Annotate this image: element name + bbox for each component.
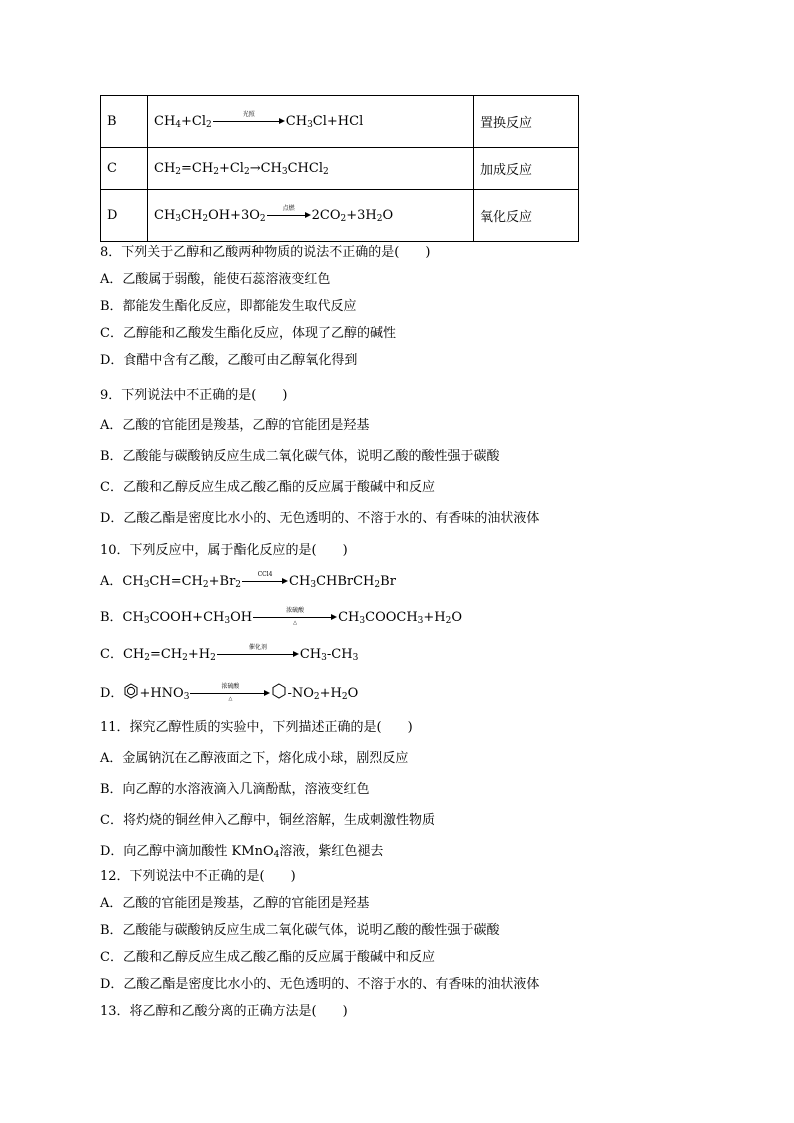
option-d <box>100 844 383 860</box>
eq-text: -CH <box>326 647 353 662</box>
eq-text: Br <box>380 574 396 589</box>
arrow-condition: 光照 <box>242 110 255 118</box>
eq-text: CH <box>289 574 311 589</box>
arrow-heat: △ <box>228 695 233 702</box>
eq-text: CH <box>299 647 322 662</box>
row-reaction-type: 置换反应 <box>474 96 579 148</box>
eq-sub: 3 <box>281 167 288 177</box>
row-label: C <box>101 148 148 190</box>
eq-text: CH <box>285 114 308 129</box>
reaction-arrow <box>213 110 285 129</box>
eq-text: =CH <box>181 161 214 176</box>
eq-text: Cl+HCl <box>312 114 364 129</box>
question-stem: 13．将乙醇和乙酸分离的正确方法是( ) <box>100 1004 348 1019</box>
row-reaction-type: 加成反应 <box>474 148 579 190</box>
option-c: C．将灼烧的铜丝伸入乙醇中，铜丝溶解，生成刺激性物质 <box>100 813 435 828</box>
arrow-condition: CCl4 <box>257 570 273 578</box>
row-equation <box>148 148 474 190</box>
eq-text: O <box>382 208 394 223</box>
eq-sub: 3 <box>175 214 182 224</box>
eq-sub: 2 <box>210 653 216 663</box>
eq-sub: 3 <box>310 580 317 590</box>
eq-text: CH <box>154 161 176 176</box>
eq-sub: 2 <box>313 692 320 702</box>
question-stem: 9．下列说法中不正确的是( ) <box>100 388 288 403</box>
eq-sub: 2 <box>213 167 219 177</box>
eq-sub: 2 <box>259 214 266 224</box>
arrow-condition: 浓硫酸 <box>221 682 240 690</box>
eq-sub: 3 <box>321 653 327 663</box>
eq-text: +3H <box>346 208 377 223</box>
eq-text: CHBrCH <box>316 574 375 589</box>
eq-text: +Br <box>208 574 236 589</box>
eq-text: +HNO <box>139 686 184 701</box>
reaction-arrow <box>267 204 311 223</box>
eq-text: -NO <box>287 686 314 701</box>
row-label: D <box>101 190 148 242</box>
eq-sub: 2 <box>243 167 250 177</box>
eq-sub: 2 <box>202 214 209 224</box>
eq-text: CH <box>181 208 203 223</box>
reaction-arrow <box>190 682 270 702</box>
eq-text: CH <box>338 610 360 625</box>
reaction-arrow <box>253 606 337 626</box>
option-c: C．乙酸和乙醇反应生成乙酸乙酯的反应属于酸碱中和反应 <box>100 950 435 965</box>
eq-text: COOH+CH <box>149 610 225 625</box>
eq-sub: 2 <box>206 120 212 130</box>
eq-text: CH <box>154 208 176 223</box>
option-a: A．金属钠沉在乙醇液面之下，熔化成小球，剧烈反应 <box>100 751 409 766</box>
eq-text: 2CO <box>311 208 341 223</box>
benzene-ring-icon <box>271 683 287 704</box>
option-text: D．向乙醇中滴加酸性 KMnO <box>100 844 274 859</box>
question-stem: 10．下列反应中，属于酯化反应的是( ) <box>100 543 348 558</box>
eq-sub: 2 <box>374 580 381 590</box>
option-d <box>100 683 358 704</box>
option-b <box>100 606 463 626</box>
row-label: B <box>101 96 148 148</box>
eq-sub: 2 <box>235 580 242 590</box>
option-a <box>100 570 396 590</box>
eq-text: D． <box>100 686 124 701</box>
eq-text: =CH <box>149 647 183 662</box>
eq-text: C．CH <box>100 647 145 662</box>
eq-sub: 2 <box>445 616 452 626</box>
table-row <box>101 148 579 190</box>
option-d: D．乙酸乙酯是密度比水小的、无色透明的、不溶于水的、有香味的油状液体 <box>100 977 540 992</box>
eq-text: CH <box>154 114 176 129</box>
question-stem: 11．探究乙醇性质的实验中，下列描述正确的是( ) <box>100 720 413 735</box>
row-reaction-type: 氧化反应 <box>474 190 579 242</box>
eq-text: +Cl <box>181 114 207 129</box>
row-equation <box>148 96 474 148</box>
eq-sub: 3 <box>143 616 150 626</box>
eq-text: A．CH <box>100 574 144 589</box>
eq-text: +H <box>319 686 342 701</box>
eq-text: B．CH <box>100 610 144 625</box>
reaction-arrow <box>242 570 288 589</box>
eq-sub: 2 <box>144 653 150 663</box>
arrow-condition: 浓硫酸 <box>286 606 305 614</box>
arrow-condition: 点燃 <box>282 204 295 212</box>
reaction-arrow <box>217 643 299 662</box>
option-a: A．乙酸的官能团是羧基，乙醇的官能团是羟基 <box>100 418 370 433</box>
arrow-condition: 催化剂 <box>248 643 267 651</box>
eq-sub: 3 <box>224 616 231 626</box>
eq-sub: 2 <box>340 214 347 224</box>
eq-text: +H <box>187 647 211 662</box>
eq-sub: 3 <box>143 580 150 590</box>
option-d: D．乙酸乙酯是密度比水小的、无色透明的、不溶于水的、有香味的油状液体 <box>100 511 540 526</box>
eq-text: →CH <box>249 161 282 176</box>
eq-text: CH=CH <box>149 574 203 589</box>
option-text: 溶液，紫红色褪去 <box>279 844 384 859</box>
option-d: D．食醋中含有乙酸，乙酸可由乙醇氧化得到 <box>100 353 358 368</box>
eq-sub: 3 <box>183 692 190 702</box>
eq-text: COOCH <box>365 610 418 625</box>
eq-sub: 3 <box>352 653 359 663</box>
eq-sub: 3 <box>417 616 424 626</box>
option-c: C．乙醇能和乙酸发生酯化反应，体现了乙醇的碱性 <box>100 326 396 341</box>
option-b: B．乙酸能与碳酸钠反应生成二氧化碳气体，说明乙酸的酸性强于碳酸 <box>100 449 500 464</box>
option-c <box>100 643 359 663</box>
table-row <box>101 96 579 148</box>
question-stem: 8．下列关于乙醇和乙酸两种物质的说法不正确的是( ) <box>100 245 431 260</box>
eq-sub: 2 <box>323 167 329 177</box>
eq-sub: 2 <box>376 214 383 224</box>
option-a: A．乙酸的官能团是羧基，乙醇的官能团是羟基 <box>100 896 370 911</box>
option-b: B．向乙醇的水溶液滴入几滴酚酞，溶液变红色 <box>100 782 370 797</box>
table-row <box>101 190 579 242</box>
row-equation <box>148 190 474 242</box>
eq-text: O <box>347 686 359 701</box>
eq-sub: 2 <box>341 692 348 702</box>
arrow-heat: △ <box>293 619 298 626</box>
eq-text: O <box>451 610 463 625</box>
eq-text: +Cl <box>218 161 244 176</box>
benzene-ring-icon <box>123 683 139 704</box>
eq-sub: 2 <box>175 167 182 177</box>
eq-sub: 3 <box>359 616 366 626</box>
eq-text: +H <box>423 610 446 625</box>
reaction-table <box>100 95 579 242</box>
eq-sub: 3 <box>307 120 313 130</box>
eq-text: OH+3O <box>208 208 260 223</box>
eq-sub: 2 <box>182 653 188 663</box>
option-b: B．都能发生酯化反应，即都能发生取代反应 <box>100 299 357 314</box>
option-a: A．乙酸属于弱酸，能使石蕊溶液变红色 <box>100 272 331 287</box>
eq-text: CHCl <box>287 161 323 176</box>
eq-sub: 4 <box>273 850 280 860</box>
eq-sub: 4 <box>175 120 182 130</box>
option-b: B．乙酸能与碳酸钠反应生成二氧化碳气体，说明乙酸的酸性强于碳酸 <box>100 923 500 938</box>
option-c: C．乙酸和乙醇反应生成乙酸乙酯的反应属于酸碱中和反应 <box>100 480 435 495</box>
eq-text: OH <box>230 610 253 625</box>
eq-sub: 2 <box>202 580 209 590</box>
question-stem: 12．下列说法中不正确的是( ) <box>100 869 296 884</box>
